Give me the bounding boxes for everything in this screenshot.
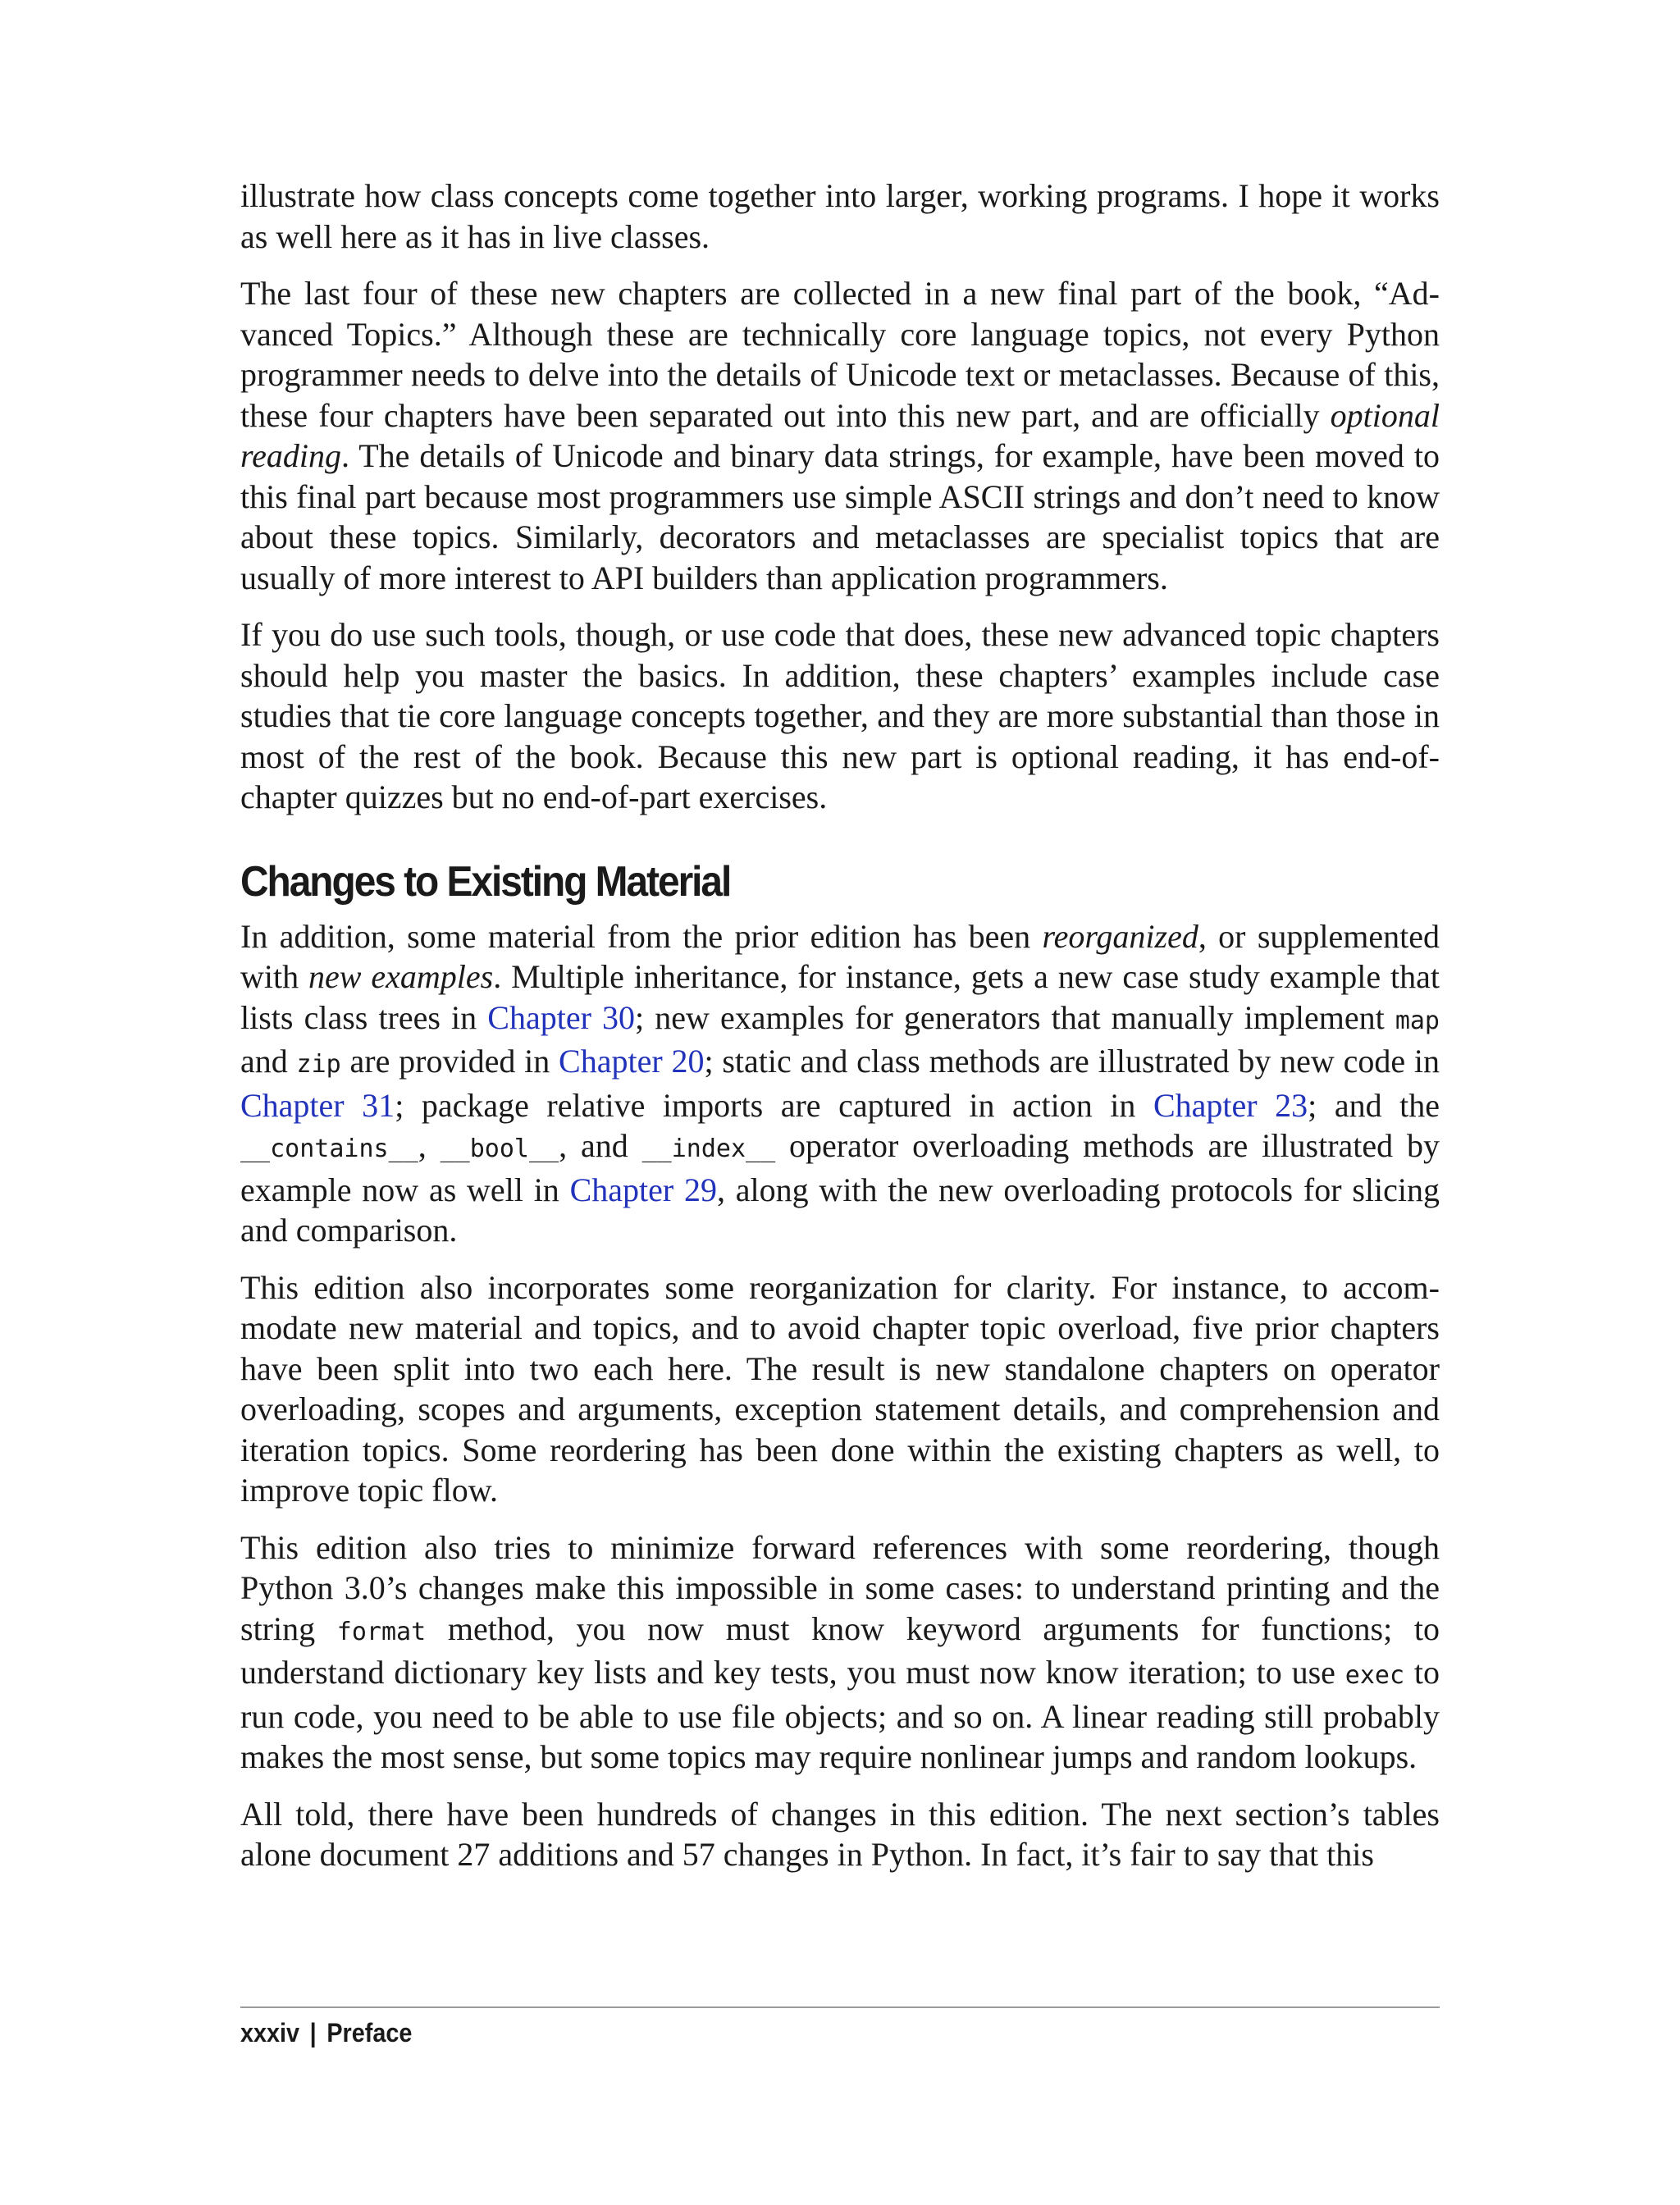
code-exec: exec — [1344, 1661, 1405, 1690]
text-run: are provided in — [340, 1043, 559, 1080]
text-run: If you do use such tools, though, or use code that does, these new advanced topic chapters should help you master the basics. In addition, these chapters’ examples include case studies that tie core language concepts together, and they are more substantial than those in most of the rest of the book. Because this new part is optional reading, it has end-of-chapter quizzes but no end-of-part exercises. — [240, 616, 1440, 815]
text-run: , or supplemented with — [240, 917, 1440, 995]
text-run: ; and the — [1308, 1086, 1440, 1124]
page-footer — [240, 2016, 412, 2049]
emphasis-optional-reading: optional reading — [240, 396, 1440, 474]
text-run: , along with the new overloading protocols for slicing and comparison. — [240, 1171, 1440, 1249]
link-chapter-20[interactable]: Chapter 20 — [559, 1043, 705, 1080]
text-run: This edition also tries to minimize forward references with some reordering, though Python 3.0’s changes make this impossible in some cases: to understand printing and the string — [240, 1528, 1440, 1647]
section-heading: Changes to Existing Material — [240, 857, 731, 906]
paragraph-1 — [240, 176, 1440, 257]
emphasis-new-examples: new examples — [308, 958, 494, 995]
footer-separator: | — [309, 2018, 317, 2048]
paragraph-3 — [240, 614, 1440, 818]
paragraph-6 — [240, 1527, 1440, 1778]
code-index: __index__ — [641, 1134, 776, 1163]
paragraph-7 — [240, 1794, 1440, 1875]
page-body — [240, 176, 1440, 1892]
text-run: In addition, some material from the prior edition has been — [240, 917, 1043, 955]
text-run: , and — [559, 1127, 642, 1164]
page-number: xxxiv — [240, 2018, 300, 2048]
link-chapter-31[interactable]: Chapter 31 — [240, 1086, 395, 1124]
text-run: . The details of Unicode and binary data strings, for example, have been moved to this final part because most programmers use simple ASCII strings and don’t need to know about these topics. Similarly, decorators and metaclasses are specialist topics that are usually of more interest to API builders than application programmers. — [240, 437, 1440, 596]
text-run: . Multiple inheritance, for instance, gets a new case study example that lists class trees in — [240, 958, 1440, 1036]
code-bool: __bool__ — [440, 1134, 559, 1163]
link-chapter-30[interactable]: Chapter 30 — [487, 998, 636, 1036]
text-run: illustrate how class concepts come together into larger, working programs. I hope it works as well here as it has in live classes. — [240, 177, 1440, 255]
code-map: map — [1395, 1006, 1440, 1035]
footer-divider — [240, 2006, 1440, 2008]
text-run: This edition also incorporates some reorganization for clarity. For instance, to accommodate new material and topics, and to avoid chapter topic overload, five prior chapters have been split into two each here. The result is new standalone chapters on operator overloading, scopes and arguments, exception statement details, and comprehension and iteration topics. Some reordering has been done within the existing chapters as well, to improve topic flow. — [240, 1268, 1440, 1509]
paragraph-2 — [240, 273, 1440, 598]
text-run: , — [418, 1127, 441, 1164]
link-chapter-23[interactable]: Chapter 23 — [1153, 1086, 1308, 1124]
text-run: operator overloading methods are illustrated by example now as well in — [240, 1127, 1440, 1208]
text-run: The last four of these new chapters are collected in a new final part of the book, “Advanced Topics.” Although these are technically core language topics, not every Python programmer needs to delve into the details of Unicode text or metaclasses. Because of this, these four chapters have been separated out into this new part, and are officially — [240, 275, 1440, 434]
code-zip: zip — [296, 1050, 341, 1079]
code-contains: __contains__ — [240, 1134, 418, 1163]
text-run: All told, there have been hundreds of changes in this edition. The next section’s tables alone document 27 additions and 57 changes in Python. In fact, it’s fair to say that this — [240, 1795, 1440, 1873]
code-format: format — [336, 1617, 427, 1646]
link-chapter-29[interactable]: Chapter 29 — [569, 1171, 717, 1208]
paragraph-5 — [240, 1267, 1440, 1511]
running-section-title: Preface — [326, 2018, 413, 2048]
text-run: ; new examples for generators that manually implement — [635, 998, 1395, 1036]
paragraph-4 — [240, 916, 1440, 1251]
text-run: ; package relative imports are captured in action in — [395, 1086, 1153, 1124]
text-run: method, you now must know keyword arguments for functions; to understand dictionary key lists and key tests, you must now know iteration; to use — [240, 1609, 1440, 1691]
text-run: and — [240, 1043, 297, 1080]
emphasis-reorganized: reorganized — [1042, 917, 1198, 955]
text-run: to run code, you need to be able to use file objects; and so on. A linear reading still probably makes the most sense, but some topics may require nonlinear jumps and random lookups. — [240, 1654, 1440, 1775]
text-run: ; static and class methods are illustrated by new code in — [704, 1043, 1440, 1080]
